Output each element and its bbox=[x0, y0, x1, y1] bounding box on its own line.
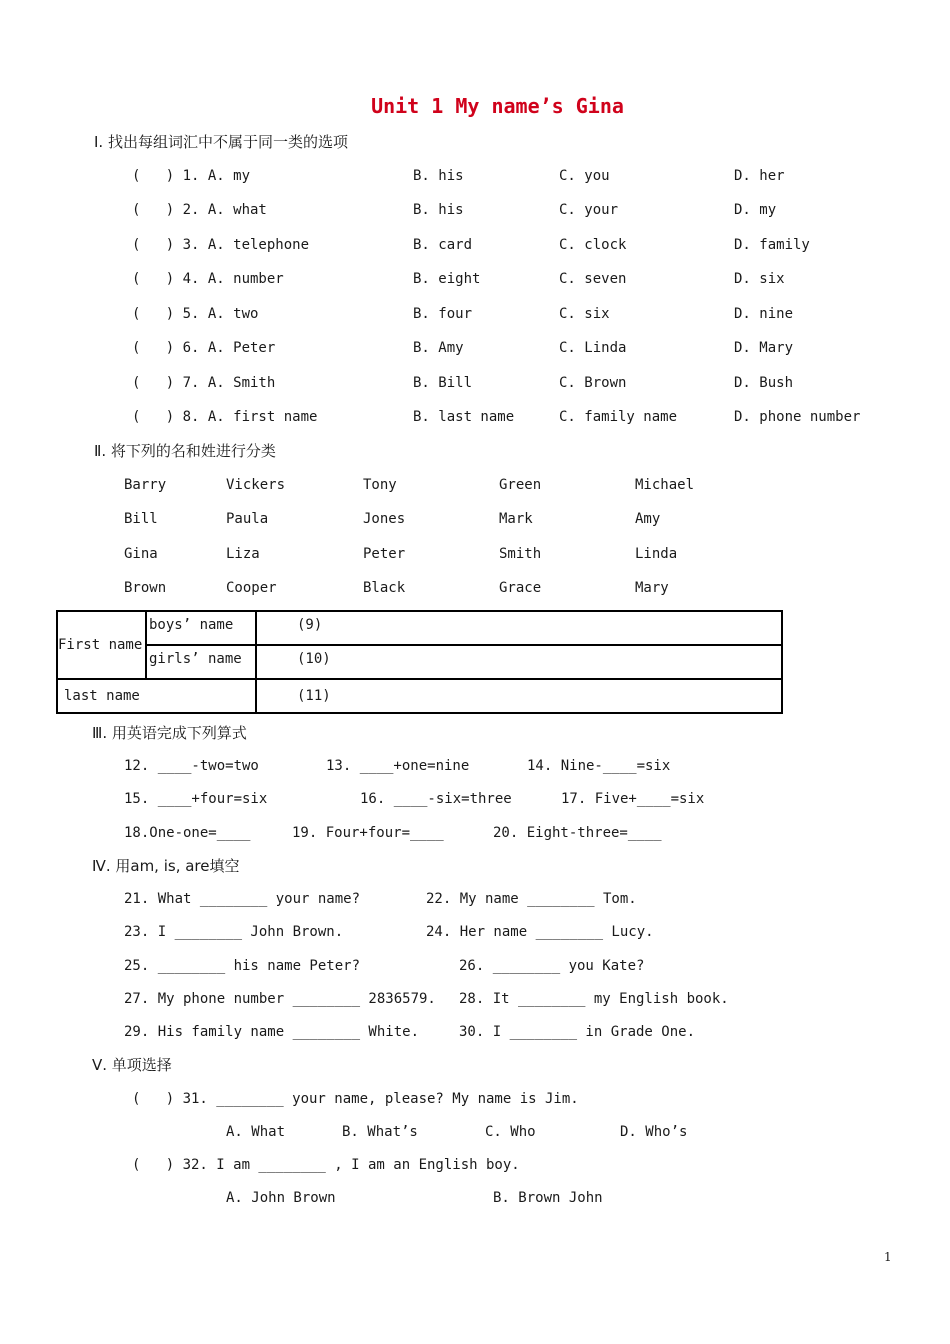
q5-b: B. four bbox=[413, 306, 473, 322]
q1-d: D. her bbox=[734, 168, 785, 184]
last-name-label: last name bbox=[57, 679, 256, 713]
name-word: Vickers bbox=[226, 477, 286, 493]
q6-b: B. Amy bbox=[413, 340, 464, 356]
q4-c: C. seven bbox=[559, 271, 627, 287]
section-2-heading: Ⅱ. 将下列的名和姓进行分类 bbox=[94, 442, 276, 460]
q6-a: ( ) 6. A. Peter bbox=[132, 340, 276, 356]
q3-c: C. clock bbox=[559, 237, 627, 253]
q31-option-d: D. Who’s bbox=[620, 1124, 688, 1140]
q1-c: C. you bbox=[559, 168, 610, 184]
q31-option-c: C. Who bbox=[485, 1124, 536, 1140]
q5-d: D. nine bbox=[734, 306, 794, 322]
fill-item-26: 26. ________ you Kate? bbox=[459, 958, 645, 974]
q8-a: ( ) 8. A. first name bbox=[132, 409, 318, 425]
name-word: Linda bbox=[635, 546, 678, 562]
name-word: Black bbox=[363, 580, 406, 596]
page-title: Unit 1 My name’s Gina bbox=[371, 94, 624, 118]
q6-c: C. Linda bbox=[559, 340, 627, 356]
q2-c: C. your bbox=[559, 202, 619, 218]
name-word: Mark bbox=[499, 511, 533, 527]
answer-blank-9[interactable]: (9) bbox=[256, 611, 782, 645]
fill-item-29: 29. His family name ________ White. bbox=[124, 1024, 420, 1040]
choice-question-31: ( ) 31. ________ your name, please? My name is Jim. bbox=[132, 1091, 579, 1107]
math-item-16: 16. ____-six=three bbox=[360, 791, 512, 807]
q4-a: ( ) 4. A. number bbox=[132, 271, 284, 287]
name-word: Brown bbox=[124, 580, 167, 596]
name-word: Peter bbox=[363, 546, 406, 562]
page-number: 1 bbox=[884, 1250, 892, 1264]
fill-item-24: 24. Her name ________ Lucy. bbox=[426, 924, 654, 940]
q1-b: B. his bbox=[413, 168, 464, 184]
name-word: Grace bbox=[499, 580, 542, 596]
math-item-20: 20. Eight-three=____ bbox=[493, 825, 662, 841]
q7-a: ( ) 7. A. Smith bbox=[132, 375, 276, 391]
q2-a: ( ) 2. A. what bbox=[132, 202, 267, 218]
q1-a: ( ) 1. A. my bbox=[132, 168, 251, 184]
choice-question-32: ( ) 32. I am ________ , I am an English boy. bbox=[132, 1157, 520, 1173]
name-word: Cooper bbox=[226, 580, 277, 596]
fill-item-21: 21. What ________ your name? bbox=[124, 891, 361, 907]
math-item-18: 18.One-one=____ bbox=[124, 825, 251, 841]
q6-d: D. Mary bbox=[734, 340, 794, 356]
section-5-heading: Ⅴ. 单项选择 bbox=[92, 1056, 172, 1074]
q3-d: D. family bbox=[734, 237, 810, 253]
answer-blank-10[interactable]: (10) bbox=[256, 645, 782, 679]
q4-d: D. six bbox=[734, 271, 785, 287]
section-3-heading: Ⅲ. 用英语完成下列算式 bbox=[92, 724, 247, 742]
q4-b: B. eight bbox=[413, 271, 481, 287]
name-word: Bill bbox=[124, 511, 158, 527]
math-item-12: 12. ____-two=two bbox=[124, 758, 259, 774]
math-item-13: 13. ____+one=nine bbox=[326, 758, 470, 774]
q5-c: C. six bbox=[559, 306, 610, 322]
q7-d: D. Bush bbox=[734, 375, 794, 391]
name-word: Amy bbox=[635, 511, 661, 527]
name-word: Barry bbox=[124, 477, 167, 493]
q2-d: D. my bbox=[734, 202, 777, 218]
name-word: Paula bbox=[226, 511, 269, 527]
fill-item-22: 22. My name ________ Tom. bbox=[426, 891, 637, 907]
name-word: Michael bbox=[635, 477, 695, 493]
section-1-heading: Ⅰ. 找出每组词汇中不属于同一类的选项 bbox=[94, 133, 348, 151]
math-item-19: 19. Four+four=____ bbox=[292, 825, 444, 841]
name-word: Tony bbox=[363, 477, 397, 493]
q31-option-b: B. What’s bbox=[342, 1124, 418, 1140]
q3-b: B. card bbox=[413, 237, 473, 253]
q8-b: B. last name bbox=[413, 409, 515, 425]
girls-name-label: girls’ name bbox=[146, 645, 256, 679]
math-item-14: 14. Nine-____=six bbox=[527, 758, 671, 774]
q8-c: C. family name bbox=[559, 409, 678, 425]
fill-item-28: 28. It ________ my English book. bbox=[459, 991, 729, 1007]
q32-option-b: B. Brown John bbox=[493, 1190, 603, 1206]
q7-c: C. Brown bbox=[559, 375, 627, 391]
fill-item-25: 25. ________ his name Peter? bbox=[124, 958, 361, 974]
name-word: Mary bbox=[635, 580, 669, 596]
fill-item-23: 23. I ________ John Brown. bbox=[124, 924, 344, 940]
boys-name-label: boys’ name bbox=[146, 611, 256, 645]
q7-b: B. Bill bbox=[413, 375, 473, 391]
fill-item-27: 27. My phone number ________ 2836579. bbox=[124, 991, 436, 1007]
first-name-label: First name bbox=[57, 611, 146, 679]
name-word: Gina bbox=[124, 546, 158, 562]
math-item-17: 17. Five+____=six bbox=[561, 791, 705, 807]
q5-a: ( ) 5. A. two bbox=[132, 306, 259, 322]
name-word: Liza bbox=[226, 546, 260, 562]
name-word: Smith bbox=[499, 546, 542, 562]
math-item-15: 15. ____+four=six bbox=[124, 791, 268, 807]
q31-option-a: A. What bbox=[226, 1124, 286, 1140]
name-word: Jones bbox=[363, 511, 406, 527]
answer-blank-11[interactable]: (11) bbox=[256, 679, 782, 713]
q32-option-a: A. John Brown bbox=[226, 1190, 336, 1206]
q8-d: D. phone number bbox=[734, 409, 861, 425]
name-word: Green bbox=[499, 477, 542, 493]
q3-a: ( ) 3. A. telephone bbox=[132, 237, 310, 253]
name-classification-table bbox=[56, 610, 783, 714]
fill-item-30: 30. I ________ in Grade One. bbox=[459, 1024, 696, 1040]
section-4-heading: Ⅳ. 用am, is, are填空 bbox=[92, 857, 240, 875]
q2-b: B. his bbox=[413, 202, 464, 218]
